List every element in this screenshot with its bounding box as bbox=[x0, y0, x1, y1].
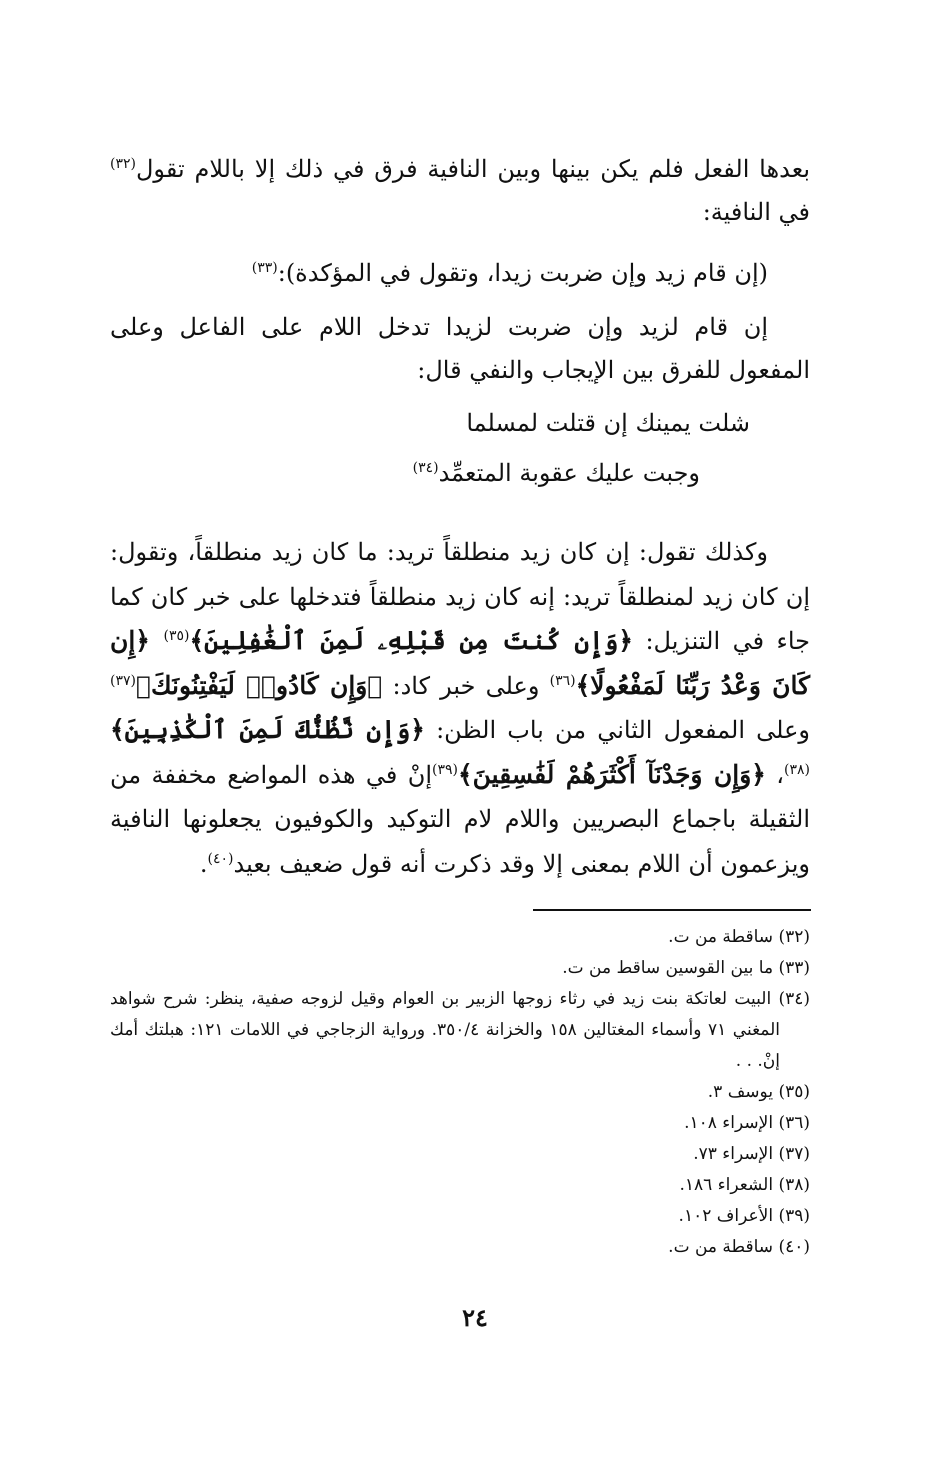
footnote-38: (٣٨) الشعراء ١٨٦. bbox=[679, 1175, 810, 1195]
poem-line-1 bbox=[466, 402, 750, 445]
paragraph-1-text: بعدها الفعل فلم يكن بينها وبين النافية فرق في ذلك إلا باللام تقول bbox=[135, 155, 810, 183]
footnote-37: (٣٧) الإسراء ٧٣. bbox=[693, 1144, 810, 1164]
footnote-ref-33: (٣٣) bbox=[251, 260, 278, 276]
footnotes bbox=[110, 922, 810, 1263]
paragraph-4-text-5: إنْ في هذه المواضع مخففة من الثقيلة باجماع البصريين واللام لام التوكيد والكوفيون يجعلونها النافية ويزعمون أن اللام بمعنى إلا وقد ذكرت أنه قول ضعيف بعيد bbox=[110, 760, 810, 878]
poem-line-2-text: وجبت عليك عقوبة المتعمِّد bbox=[438, 459, 700, 487]
paragraph-4-text-1: وكذلك تقول: إن كان زيد منطلقاً تريد: ما كان زيد منطلقاً، وتقول: إن كان زيد لمنطلقاً تريد: إنه كان زيد منطلقاً فتدخلها على خبر كان كما جاء في التنزيل: bbox=[110, 538, 810, 655]
footnote-ref-36: (٣٦) bbox=[549, 672, 576, 689]
footnote-34: (٣٤) البيت لعاتكة بنت زيد في رثاء زوجها الزبير بن العوام وقيل لزوجه صفية، ينظر: شرح شواهد المغني ٧١ وأسماء المغتالين ١٥٨ والخزانة ٣٥٠/٤. ورواية الزجاجي في اللامات ١٢١: هبلتك أمك إنْ. . . bbox=[110, 989, 810, 1071]
poem-line-2 bbox=[413, 452, 700, 495]
paragraph-3-text: إن قام لزيد وإن ضربت لزيدا تدخل اللام على الفاعل وعلى المفعول للفرق بين الإيجاب والنفي قال: bbox=[110, 313, 810, 384]
footnote-ref-39: (٣٩) bbox=[432, 761, 458, 778]
footnote-ref-40: (٤٠) bbox=[207, 850, 234, 867]
footnote-ref-37: (٣٧) bbox=[110, 672, 136, 689]
footnote-ref-32: (٣٢) bbox=[110, 156, 136, 172]
paragraph-3 bbox=[110, 306, 810, 392]
paragraph-1 bbox=[110, 148, 810, 234]
paragraph-4-text-6: . bbox=[199, 849, 208, 878]
quran-quote-3: ﴿وَإِن كَادُوا۟ لَيَفْتِنُونَكَ﴾ bbox=[135, 670, 383, 700]
footnote-35: (٣٥) يوسف ٣. bbox=[707, 1082, 810, 1102]
footnote-33: (٣٣) ما بين القوسين ساقط من ت. bbox=[562, 958, 810, 978]
quran-quote-1: ﴿وَإِن كُنتَ مِن قَبْلِهِۦ لَمِنَ ٱلْغَٰفِلِينَ﴾ bbox=[189, 626, 633, 655]
paragraph-2-text: (إن قام زيد وإن ضربت زيدا، وتقول في المؤكدة): bbox=[277, 259, 768, 287]
quran-quote-5: ﴿وَإِن وَجَدْنَآ أَكْثَرَهُمْ لَفَٰسِقِينَ﴾ bbox=[457, 759, 766, 789]
quran-quote-2: ﴿إِن كَانَ وَعْدُ رَبِّنَا لَمَفْعُولًا﴾ bbox=[110, 626, 810, 700]
paragraph-4-text-4: ، bbox=[765, 760, 785, 789]
footnote-ref-34: (٣٤) bbox=[412, 460, 439, 476]
paragraph-4 bbox=[110, 530, 810, 886]
footnote-ref-35: (٣٥) bbox=[163, 628, 190, 644]
page-number: ٢٤ bbox=[462, 1303, 488, 1332]
paragraph-4-text-3: وعلى المفعول الثاني من باب الظن: bbox=[424, 716, 810, 744]
footnote-39: (٣٩) الأعراف ١٠٢. bbox=[678, 1206, 810, 1226]
quran-quote-4: ﴿وَإِن نَّظُنُّكَ لَمِنَ ٱلْكَٰذِبِينَ﴾ bbox=[110, 715, 425, 744]
paragraph-4-text-2: وعلى خبر كاد: bbox=[382, 671, 550, 700]
footnote-36: (٣٦) الإسراء ١٠٨. bbox=[684, 1113, 810, 1133]
poem-line-1-text: شلت يمينك إن قتلت لمسلما bbox=[466, 409, 750, 437]
footnote-32: (٣٢) ساقطة من ت. bbox=[668, 927, 810, 947]
footnote-ref-38: (٣٨) bbox=[784, 761, 811, 778]
paragraph-2 bbox=[110, 252, 810, 295]
paragraph-1-text-2: في النافية: bbox=[702, 198, 810, 226]
footnote-divider bbox=[533, 909, 811, 911]
footnote-40: (٤٠) ساقطة من ت. bbox=[668, 1237, 810, 1257]
